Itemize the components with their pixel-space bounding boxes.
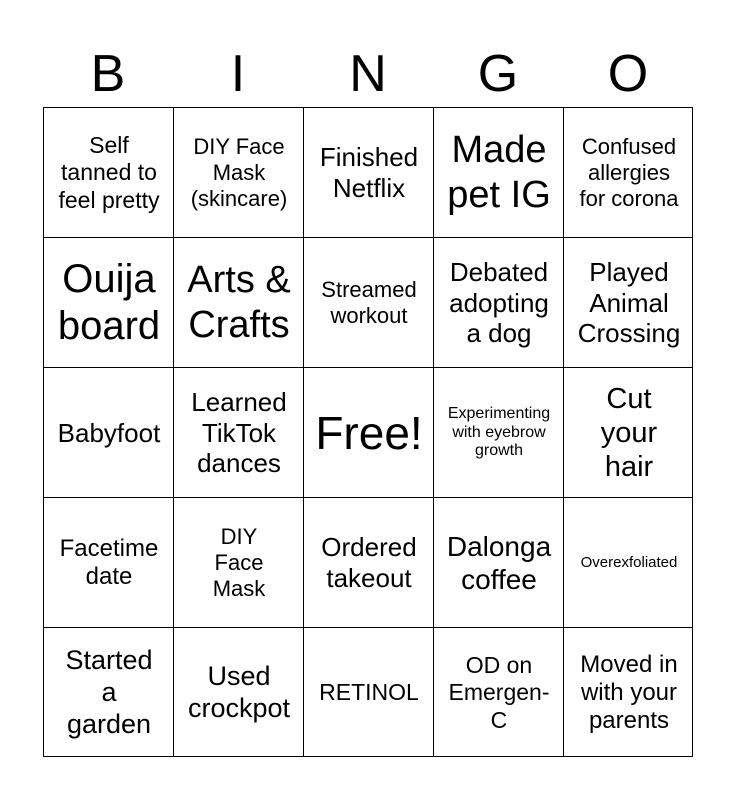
bingo-cell-label: Ouija board (57, 256, 161, 348)
bingo-cell-label: Confused allergies for corona (579, 134, 679, 211)
bingo-cell[interactable] (434, 108, 564, 238)
bingo-cell[interactable] (44, 628, 174, 758)
bingo-cell-label: Dalonga coffee (446, 530, 552, 595)
bingo-cell[interactable] (174, 628, 304, 758)
bingo-cell-label: Babyfoot (57, 417, 161, 448)
bingo-cell[interactable] (174, 498, 304, 628)
bingo-cell[interactable] (434, 498, 564, 628)
bingo-cell-label: Overexfoliated (580, 554, 678, 572)
header-letter-o: O (607, 45, 649, 103)
bingo-header (43, 40, 693, 108)
bingo-cell[interactable] (434, 368, 564, 498)
bingo-cell-label: Learned TikTok dances (191, 386, 287, 479)
bingo-cell[interactable] (44, 238, 174, 368)
bingo-cell[interactable] (564, 628, 694, 758)
bingo-cell-label: Facetime date (59, 534, 159, 590)
bingo-cell-label: Arts & Crafts (187, 259, 291, 346)
bingo-cell-label: Made pet IG (447, 129, 551, 216)
bingo-cell-label: Ordered takeout (321, 532, 417, 593)
bingo-cell[interactable] (44, 498, 174, 628)
header-letter-n: N (349, 45, 387, 103)
bingo-cell[interactable] (174, 108, 304, 238)
bingo-cell[interactable] (564, 368, 694, 498)
bingo-cell[interactable] (174, 368, 304, 498)
bingo-cell[interactable] (304, 238, 434, 368)
bingo-cell-label: RETINOL (319, 679, 419, 706)
bingo-cell-label: Streamed workout (321, 277, 417, 328)
bingo-cell[interactable] (434, 628, 564, 758)
bingo-cell-label: Debated adopting a dog (449, 256, 549, 349)
bingo-cell[interactable] (174, 238, 304, 368)
bingo-cell[interactable] (564, 498, 694, 628)
bingo-cell-label: Moved in with your parents (580, 650, 678, 735)
bingo-cell[interactable] (44, 368, 174, 498)
bingo-cell-label: OD on Emergen- C (448, 652, 550, 733)
bingo-cell-label: Self tanned to feel pretty (58, 132, 160, 213)
bingo-cell-label: Played Animal Crossing (577, 256, 681, 349)
bingo-cell[interactable] (564, 108, 694, 238)
bingo-cell-label: Started a garden (65, 645, 153, 739)
bingo-cell-label: Finished Netflix (319, 142, 419, 203)
bingo-grid (43, 107, 693, 757)
bingo-cell-label: Used crockpot (187, 661, 291, 723)
header-letter-g: G (477, 45, 519, 103)
bingo-cell[interactable] (564, 238, 694, 368)
free-space-cell[interactable] (304, 368, 434, 498)
bingo-cell[interactable] (44, 108, 174, 238)
bingo-cell-label: Free! (315, 406, 423, 459)
bingo-cell-label: DIY Face Mask (212, 524, 266, 601)
bingo-cell-label: Cut your hair (600, 382, 658, 484)
header-letter-b: B (90, 45, 126, 103)
bingo-cell[interactable] (304, 108, 434, 238)
bingo-cell-label: Experimenting with eyebrow growth (447, 404, 551, 460)
bingo-cell[interactable] (304, 628, 434, 758)
bingo-cell-label: DIY Face Mask (skincare) (190, 134, 288, 211)
bingo-cell[interactable] (434, 238, 564, 368)
bingo-cell[interactable] (304, 498, 434, 628)
header-letter-i: I (230, 45, 246, 103)
